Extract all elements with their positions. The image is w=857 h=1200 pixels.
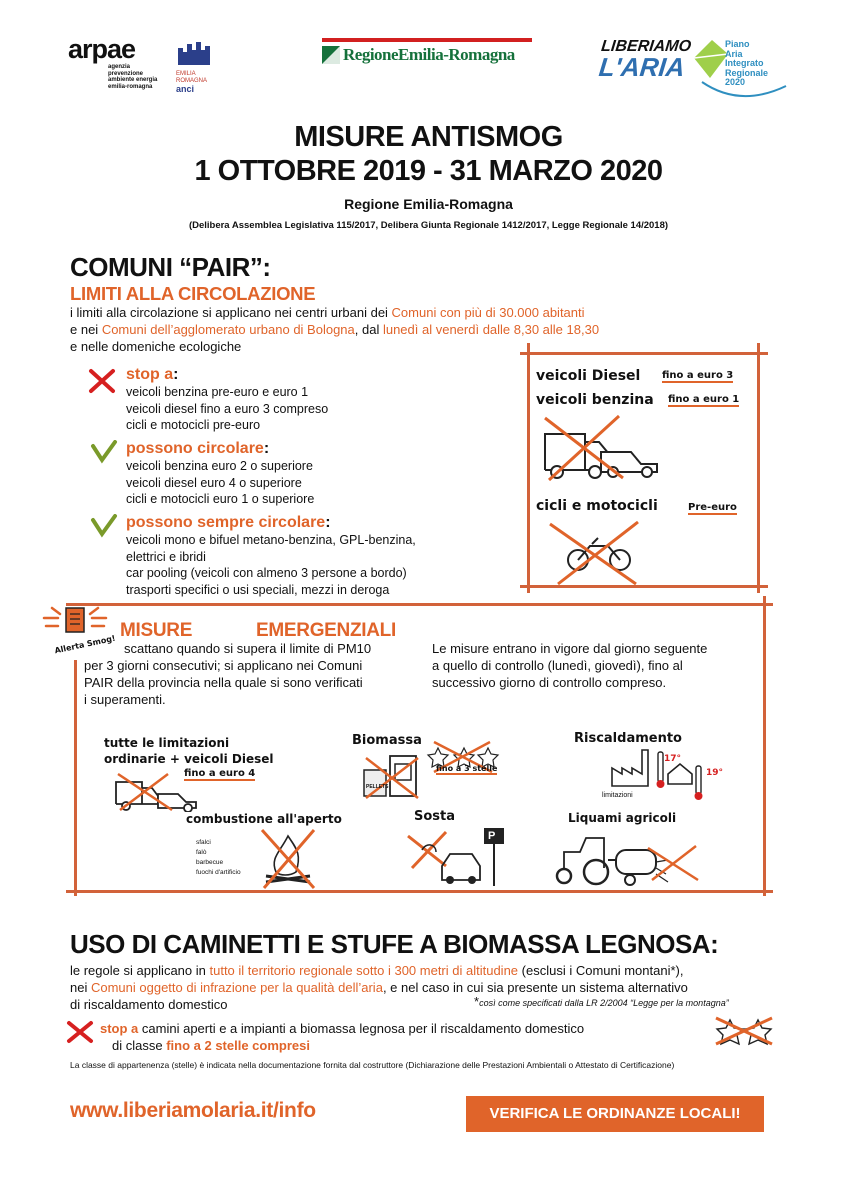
sketch-benzina: veicoli benzina	[536, 392, 654, 408]
website-link[interactable]: www.liberiamolaria.it/info	[70, 1099, 316, 1122]
list-item: trasporti specifici o usi speciali, mezzi in deroga	[126, 582, 390, 597]
biomassa-label: Biomassa	[352, 733, 422, 748]
check-icon	[90, 440, 118, 464]
flag-icon	[322, 46, 340, 64]
legal-refs: (Delibera Assemblea Legislativa 115/2017, Delibera Giunta Regionale 1412/2017, Legge Regionale 14/2018)	[188, 220, 669, 231]
emergency-right-text: Le misure entrano in vigore dal giorno seguente a quello di controllo (lunedì, giovedì), fino al successivo giorno di controllo compreso.	[432, 641, 708, 690]
limitazioni-label: limitazioni	[602, 792, 633, 799]
temp-19: 19°	[706, 768, 724, 778]
truck-car-icon	[110, 770, 200, 812]
cross-icon	[66, 1020, 94, 1044]
sketch-cicli-tag: Pre-euro	[688, 502, 737, 513]
parking-car-icon	[402, 826, 512, 888]
sketch-benzina-tag: fino a euro 1	[668, 394, 740, 405]
stop-list: stop a: veicoli benzina pre-euro e euro 1 veicoli diesel fino a euro 3 compreso cicli e motocicli pre-euro	[126, 366, 329, 432]
list-item: cicli e motocicli euro 1 o superiore	[126, 492, 315, 506]
emergency-left-text: scattano quando si supera il limite di PM10 per 3 giorni consecutivi; si applicano nei Comuni PAIR della provincia nella quale si sono verificati i superamenti.	[84, 641, 372, 707]
pair-heading: COMUNI “PAIR”:	[70, 252, 271, 282]
region-label: Regione Emilia-Romagna	[344, 196, 513, 212]
tutte-tag: fino a euro 4	[184, 768, 256, 779]
stars-cross-icon	[712, 1014, 776, 1046]
stars-footnote: La classe di appartenenza (stelle) è indicata nella documentazione fornita dal costruttore (Dichiarazione delle Prestazioni Ambientali o Attestato di Certificazione)	[70, 1060, 675, 1070]
arpae-logo: arpae	[68, 34, 136, 64]
biomass-heading: USO DI CAMINETTI E STUFE A BIOMASSA LEGNOSA:	[70, 929, 719, 959]
pair-intro: i limiti alla circolazione si applicano nei centri urbani dei Comuni con più di 30.000 abitanti e nei Comuni dell’agglomerato urbano di Bologna, dal lunedì al venerdì dalle 8,30 alle 18,30 e nelle domeniche ecologiche	[70, 305, 600, 354]
date-range: 1 OTTOBRE 2019 - 31 MARZO 2020	[194, 155, 663, 187]
anci-logo: EMILIA ROMAGNA anci	[176, 40, 216, 94]
sketch-diesel-tag: fino a euro 3	[662, 370, 734, 381]
tractor-icon	[552, 828, 702, 890]
sketch-diesel: veicoli Diesel	[536, 368, 641, 384]
tutte-label-2: ordinarie + veicoli Diesel	[104, 752, 274, 766]
emergency-title-1: MISURE	[120, 620, 193, 641]
castle-icon	[176, 40, 214, 66]
parking-sign: P	[488, 830, 496, 842]
list-item: veicoli diesel euro 4 o superiore	[126, 475, 302, 490]
cross-icon	[88, 368, 116, 394]
sempre-list: possono sempre circolare: veicoli mono e bifuel metano-benzina, GPL-benzina, elettrici e ibridi car pooling (veicoli con almeno 3 persone a bordo) trasporti specifici o usi speciali, mezzi in deroga	[126, 514, 416, 597]
pellets-label: PELLETS	[366, 784, 389, 790]
arpae-subtitle: agenzia prevenzione ambiente energia emilia-romagna	[108, 64, 158, 90]
list-item: car pooling (veicoli con almeno 3 persone a bordo)	[126, 566, 407, 580]
temp-17: 17°	[664, 754, 682, 764]
biomass-note: *così come specificati dalla LR 2/2004 “Legge per la montagna”	[474, 994, 729, 1009]
swoosh-icon	[700, 78, 790, 100]
emergency-title-2: EMERGENZIALI	[256, 620, 396, 641]
liquami-label: Liquami agricoli	[568, 811, 677, 825]
kite-icon	[690, 38, 730, 82]
combustione-list: sfalci falò barbecue fuochi d'artificio	[196, 839, 241, 876]
sketch-cicli: cicli e motocicli	[536, 498, 658, 514]
truck-car-icon	[535, 412, 665, 482]
biomass-text: le regole si applicano in tutto il territorio regionale sotto i 300 metri di altitudine (esclusi i Comuni montani*), nei Comuni oggetto di infrazione per la qualità dell’aria, e nel caso in cui sia presente un sistema alternativo di riscaldamento domestico	[70, 963, 688, 1012]
verifica-banner: VERIFICA LE ORDINANZE LOCALI!	[466, 1096, 764, 1132]
biomass-stop: stop a camini aperti e a impianti a biomassa legnosa per il riscaldamento domestico di classe fino a 2 stelle compresi	[100, 1021, 585, 1053]
tutte-label: tutte le limitazioni	[104, 736, 230, 750]
circolare-list: possono circolare: veicoli benzina euro 2 o superiore veicoli diesel euro 4 o superiore cicli e motocicli euro 1 o superiore	[126, 440, 315, 506]
biomassa-tag: fino a 3 stelle	[436, 764, 498, 773]
check-icon	[90, 514, 118, 538]
main-title: MISURE ANTISMOG	[294, 121, 563, 153]
riscaldamento-label: Riscaldamento	[574, 731, 682, 746]
combustione-label: combustione all'aperto	[186, 812, 342, 826]
alert-badge: Allerta Smog!	[53, 633, 117, 656]
list-item: veicoli benzina pre-euro e euro 1	[126, 385, 309, 399]
list-item: veicoli diesel fino a euro 3 compreso	[126, 401, 329, 416]
fire-icon	[258, 826, 318, 890]
list-item: elettrici e ibridi	[126, 549, 206, 564]
liberiamo-logo: LIBERIAMO L'ARIA	[597, 38, 692, 82]
list-item: veicoli benzina euro 2 o superiore	[126, 459, 313, 473]
list-item: cicli e motocicli pre-euro	[126, 418, 261, 432]
sosta-label: Sosta	[414, 809, 456, 824]
list-item: veicoli mono e bifuel metano-benzina, GPL-benzina,	[126, 533, 416, 547]
regione-logo: RegioneEmilia-Romagna	[322, 38, 532, 65]
motorcycle-icon	[540, 518, 650, 586]
circolazione-heading: LIMITI ALLA CIRCOLAZIONE	[70, 283, 316, 304]
